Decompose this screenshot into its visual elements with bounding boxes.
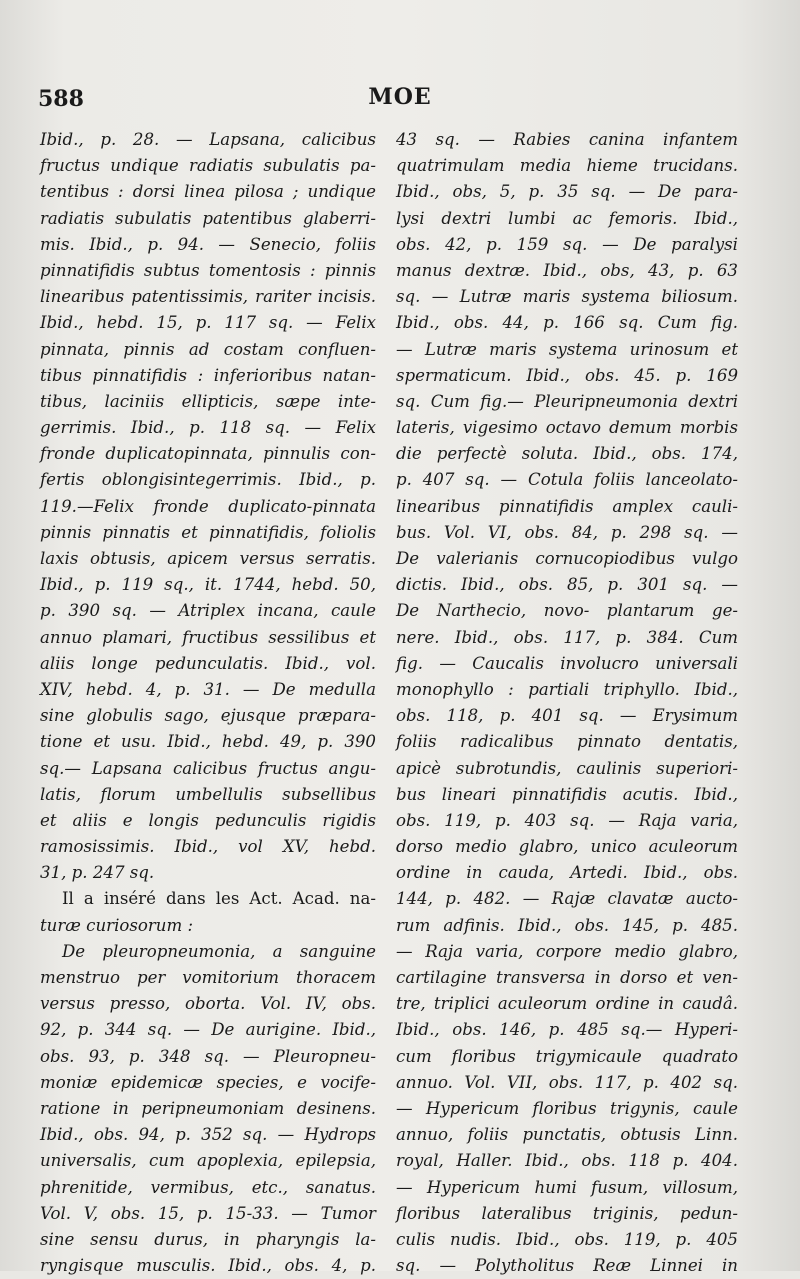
text-line: pinnis pinnatis et pinnatifidis, foliolis bbox=[40, 522, 376, 542]
text-line: sq. — Polytholitus Reæ Linnei in bbox=[396, 1256, 738, 1276]
text-line: p. 407 sq. — Cotula foliis lanceolato- bbox=[396, 470, 738, 490]
text-line: 43 sq. — Rabies canina infantem bbox=[396, 130, 738, 149]
text-line: radiatis subulatis patentibus glaberri- bbox=[40, 208, 376, 228]
text-line: Ibid., p. 119 sq., it. 1744, hebd. 50, bbox=[40, 575, 376, 595]
text-line: monophyllo : partiali triphyllo. Ibid., bbox=[396, 679, 738, 699]
text-line: laxis obtusis, apicem versus serratis. bbox=[40, 549, 376, 568]
text-line: Ibid., obs. 44, p. 166 sq. Cum fig. bbox=[396, 313, 738, 333]
text-line: quatrimulam media hieme trucidans. bbox=[396, 156, 738, 176]
text-line: floribus lateralibus triginis, pedun- bbox=[396, 1203, 738, 1223]
text-line: pinnatifidis subtus tomentosis : pinnis bbox=[40, 260, 376, 280]
text-line: universalis, cum apoplexia, epilepsia, bbox=[40, 1151, 376, 1171]
text-line: cum floribus trigymicaule quadrato bbox=[396, 1046, 738, 1066]
text-line: culis nudis. Ibid., obs. 119, p. 405 bbox=[396, 1229, 738, 1249]
text-line: dictis. Ibid., obs. 85, p. 301 sq. — bbox=[396, 575, 738, 595]
text-line: 119.—Felix fronde duplicato-pinnata bbox=[40, 496, 376, 516]
text-line: Ibid., p. 28. — Lapsana, calicibus bbox=[40, 130, 376, 149]
text-line: obs. 119, p. 403 sq. — Raja varia, bbox=[396, 810, 738, 830]
text-line: rum adfinis. Ibid., obs. 145, p. 485. bbox=[396, 915, 738, 935]
text-line: p. 390 sq. — Atriplex incana, caule bbox=[40, 601, 376, 621]
text-line: linearibus patentissimis, rariter incisis. bbox=[40, 287, 376, 307]
text-line: De pleuropneumonia, a sanguine bbox=[62, 941, 376, 961]
text-line: De Narthecio, novo- plantarum ge- bbox=[396, 601, 738, 621]
text-line: — Hypericum floribus trigynis, caule bbox=[396, 1098, 738, 1118]
text-line: turæ curiosorum : bbox=[40, 915, 194, 935]
text-line: pinnata, pinnis ad costam confluen- bbox=[40, 339, 376, 359]
text-line: et aliis e longis pedunculis rigidis bbox=[40, 810, 376, 830]
text-line: — Raja varia, corpore medio glabro, bbox=[396, 941, 738, 961]
text-line: tentibus : dorsi linea pilosa ; undique bbox=[40, 182, 376, 202]
text-line: fig. — Caucalis involucro universali bbox=[396, 653, 738, 673]
text-line: obs. 42, p. 159 sq. — De paralysi bbox=[396, 234, 738, 254]
left-column bbox=[40, 127, 376, 1279]
text-line: die perfectè soluta. Ibid., obs. 174, bbox=[396, 444, 738, 464]
text-line: fronde duplicatopinnata, pinnulis con- bbox=[40, 444, 376, 464]
text-line: fertis oblongisintegerrimis. Ibid., p. bbox=[40, 470, 376, 490]
text-line: tibus, laciniis ellipticis, sæpe inte- bbox=[40, 391, 376, 411]
text-line: ryngisque musculis. Ibid., obs. 4, p. bbox=[40, 1256, 376, 1276]
text-line: Ibid., obs, 5, p. 35 sq. — De para- bbox=[396, 182, 738, 202]
text-line: tione et usu. Ibid., hebd. 49, p. 390 bbox=[40, 732, 376, 752]
text-line: versus presso, oborta. Vol. IV, obs. bbox=[40, 994, 376, 1014]
text-line: lysi dextri lumbi ac femoris. Ibid., bbox=[396, 208, 738, 228]
text-line: sq. — Lutræ maris systema biliosum. bbox=[396, 287, 738, 307]
text-line: phrenitide, vermibus, etc., sanatus. bbox=[40, 1177, 376, 1197]
text-line: lateris, vigesimo octavo demum morbis bbox=[396, 418, 738, 438]
text-line: Ibid., obs. 94, p. 352 sq. — Hydrops bbox=[40, 1125, 376, 1145]
text-line: Ibid., hebd. 15, p. 117 sq. — Felix bbox=[40, 313, 376, 333]
text-line: 144, p. 482. — Rajæ clavatæ aucto- bbox=[396, 889, 738, 909]
text-line: tibus pinnatifidis : inferioribus natan- bbox=[40, 365, 376, 385]
text-line: — Hypericum humi fusum, villosum, bbox=[396, 1177, 738, 1197]
right-column bbox=[396, 127, 738, 1279]
text-line: apicè subrotundis, caulinis superiori- bbox=[396, 758, 738, 778]
text-line: sine globulis sago, ejusque præpara- bbox=[40, 706, 376, 726]
text-line: XIV, hebd. 4, p. 31. — De medulla bbox=[40, 679, 376, 699]
text-line: latis, florum umbellulis subsellibus bbox=[40, 784, 376, 804]
text-line: sq.— Lapsana calicibus fructus angu- bbox=[40, 758, 376, 778]
text-line: moniæ epidemicæ species, e vocife- bbox=[40, 1072, 376, 1092]
text-line: bus. Vol. VI, obs. 84, p. 298 sq. — bbox=[396, 522, 738, 542]
text-line: obs. 118, p. 401 sq. — Erysimum bbox=[396, 706, 738, 726]
text-line: royal, Haller. Ibid., obs. 118 p. 404. bbox=[396, 1151, 738, 1171]
text-line: 31, p. 247 sq. bbox=[40, 863, 155, 883]
text-line: obs. 93, p. 348 sq. — Pleuropneu- bbox=[40, 1046, 376, 1066]
text-line: manus dextræ. Ibid., obs, 43, p. 63 bbox=[396, 260, 738, 280]
text-line: annuo. Vol. VII, obs. 117, p. 402 sq. bbox=[396, 1072, 738, 1092]
text-line: annuo, foliis punctatis, obtusis Linn. bbox=[396, 1125, 738, 1145]
text-line: linearibus pinnatifidis amplex cauli- bbox=[396, 496, 738, 516]
text-line: bus lineari pinnatifidis acutis. Ibid., bbox=[396, 784, 738, 804]
text-line: sine sensu durus, in pharyngis la- bbox=[40, 1229, 376, 1249]
text-line: nere. Ibid., obs. 117, p. 384. Cum bbox=[396, 627, 738, 647]
page-number: 588 bbox=[38, 86, 84, 112]
page-header bbox=[0, 86, 800, 120]
text-line: — Lutræ maris systema urinosum et bbox=[396, 339, 738, 359]
text-line: Il a inséré dans les Act. Acad. na- bbox=[62, 889, 376, 909]
text-line: De valerianis cornucopiodibus vulgo bbox=[396, 549, 738, 568]
text-line: menstruo per vomitorium thoracem bbox=[40, 968, 376, 987]
text-line: sq. Cum fig.— Pleuripneumonia dextri bbox=[396, 391, 738, 411]
text-line: 92, p. 344 sq. — De aurigine. Ibid., bbox=[40, 1020, 376, 1040]
text-line: aliis longe pedunculatis. Ibid., vol. bbox=[40, 653, 376, 673]
text-line: spermaticum. Ibid., obs. 45. p. 169 bbox=[396, 365, 738, 385]
text-line: fructus undique radiatis subulatis pa- bbox=[40, 156, 376, 176]
text-line: ratione in peripneumoniam desinens. bbox=[40, 1098, 376, 1118]
text-line: ramosissimis. Ibid., vol XV, hebd. bbox=[40, 837, 376, 857]
text-line: mis. Ibid., p. 94. — Senecio, foliis bbox=[40, 234, 376, 254]
text-line: cartilagine transversa in dorso et ven- bbox=[396, 968, 738, 987]
text-line: Vol. V, obs. 15, p. 15-33. — Tumor bbox=[40, 1203, 376, 1223]
text-line: Ibid., obs. 146, p. 485 sq.— Hyperi- bbox=[396, 1020, 738, 1040]
text-line: gerrimis. Ibid., p. 118 sq. — Felix bbox=[40, 418, 376, 438]
text-line: annuo plamari, fructibus sessilibus et bbox=[40, 627, 376, 647]
text-line: tre, triplici aculeorum ordine in caudâ. bbox=[396, 994, 738, 1014]
running-head: MOE bbox=[368, 84, 432, 110]
text-line: foliis radicalibus pinnato dentatis, bbox=[396, 732, 738, 752]
text-line: ordine in cauda, Artedi. Ibid., obs. bbox=[396, 863, 738, 883]
text-line: dorso medio glabro, unico aculeorum bbox=[396, 837, 738, 857]
